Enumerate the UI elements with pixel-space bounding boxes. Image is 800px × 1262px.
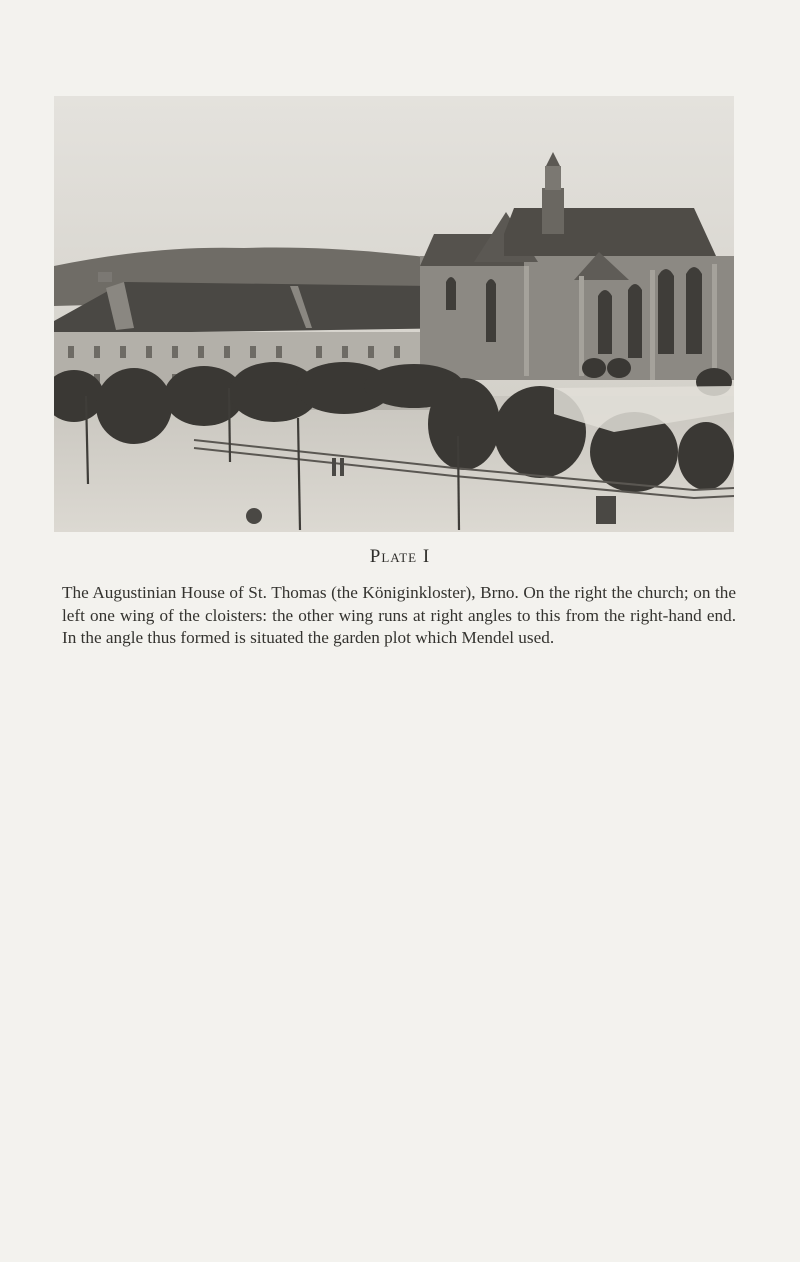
plate-caption: The Augustinian House of St. Thomas (the Königinkloster), Brno. On the right the church; on the left one wing of the cloisters: the other wing runs at right angles to this from the right-hand end. In the angle thus formed is situated the garden plot which Mendel used. (62, 583, 736, 647)
plate-title: Plate I (369, 546, 431, 567)
plate-photograph (54, 96, 734, 532)
monastery-photo-illustration (54, 96, 734, 532)
